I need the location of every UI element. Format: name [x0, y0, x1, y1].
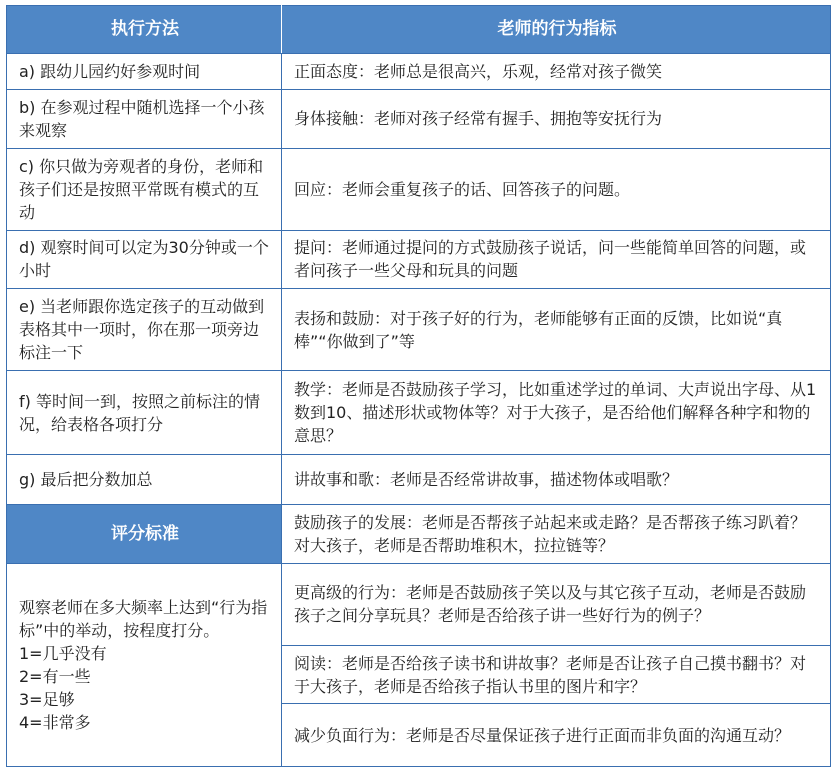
table-row [7, 371, 831, 455]
indicator-header: 老师的行为指标 [282, 6, 831, 54]
score-header: 评分标准 [7, 505, 282, 563]
method-cell: e) 当老师跟你选定孩子的互动做到表格其中一项时，你在那一项旁边标注一下 [7, 289, 282, 371]
method-cell: a) 跟幼儿园约好参观时间 [7, 54, 282, 90]
table-row [7, 148, 831, 230]
method-header: 执行方法 [7, 6, 282, 54]
table-row [7, 563, 831, 645]
score-level: 4=非常多 [19, 712, 91, 732]
score-intro: 观察老师在多大频率上达到“行为指标”中的举动，按程度打分。 [19, 597, 268, 640]
table-row [7, 90, 831, 148]
table-row [7, 230, 831, 288]
method-cell: d) 观察时间可以定为30分钟或一个小时 [7, 230, 282, 288]
table-row [7, 505, 831, 563]
table-row [7, 455, 831, 505]
indicator-cell: 减少负面行为：老师是否尽量保证孩子进行正面而非负面的沟通互动？ [282, 704, 831, 767]
indicator-cell: 表扬和鼓励：对于孩子好的行为，老师能够有正面的反馈，比如说“真棒”“你做到了”等 [282, 289, 831, 371]
indicator-cell: 提问：老师通过提问的方式鼓励孩子说话，问一些能简单回答的问题，或者问孩子一些父母和玩具的问题 [282, 230, 831, 288]
indicator-cell: 讲故事和歌：老师是否经常讲故事，描述物体或唱歌？ [282, 455, 831, 505]
indicator-cell: 正面态度：老师总是很高兴，乐观，经常对孩子微笑 [282, 54, 831, 90]
score-level: 1=几乎没有 [19, 643, 107, 663]
method-cell: b) 在参观过程中随机选择一个小孩来观察 [7, 90, 282, 148]
indicator-cell: 鼓励孩子的发展：老师是否帮孩子站起来或走路？是否帮孩子练习趴着？对大孩子，老师是否帮助堆积木，拉拉链等？ [282, 505, 831, 563]
table-header-row [7, 6, 831, 54]
score-level: 3=足够 [19, 689, 75, 709]
observation-table [6, 5, 831, 767]
indicator-cell: 回应：老师会重复孩子的话、回答孩子的问题。 [282, 148, 831, 230]
indicator-cell: 教学：老师是否鼓励孩子学习，比如重述学过的单词、大声说出字母、从1数到10、描述形状或物体等？对于大孩子，是否给他们解释各种字和物的意思？ [282, 371, 831, 455]
table-row [7, 54, 831, 90]
table-row [7, 289, 831, 371]
indicator-cell: 更高级的行为：老师是否鼓励孩子笑以及与其它孩子互动，老师是否鼓励孩子之间分享玩具？老师是否给孩子讲一些好行为的例子？ [282, 563, 831, 645]
score-level: 2=有一些 [19, 666, 91, 686]
method-cell: f) 等时间一到，按照之前标注的情况，给表格各项打分 [7, 371, 282, 455]
method-cell: c) 你只做为旁观者的身份，老师和孩子们还是按照平常既有模式的互动 [7, 148, 282, 230]
score-criteria-cell [7, 563, 282, 766]
indicator-cell: 阅读：老师是否给孩子读书和讲故事？老师是否让孩子自己摸书翻书？对于大孩子，老师是否给孩子指认书里的图片和字？ [282, 645, 831, 703]
indicator-cell: 身体接触：老师对孩子经常有握手、拥抱等安抚行为 [282, 90, 831, 148]
method-cell: g) 最后把分数加总 [7, 455, 282, 505]
